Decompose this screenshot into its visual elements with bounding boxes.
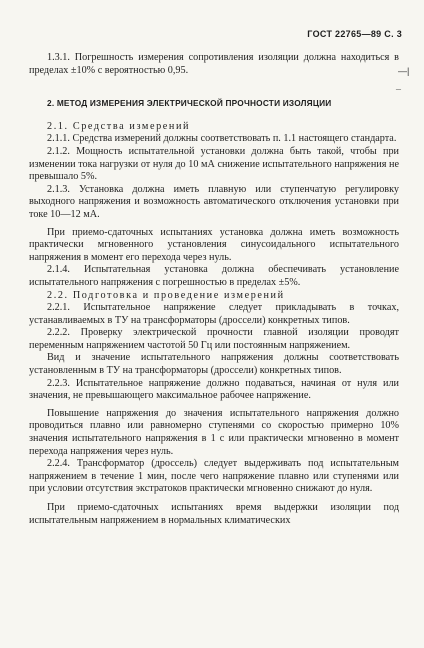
page-header: ГОСТ 22765—89 С. 3	[307, 29, 402, 39]
paragraph-2-2-3: 2.2.3. Испытательное напряжение должно подаваться, начиная от нуля или значения, не превышающего максимальное рабочее напряжение.	[29, 377, 399, 402]
scan-mark: —|	[398, 66, 410, 76]
document-body	[29, 52, 399, 527]
paragraph-2-2-2: 2.2.2. Проверку электрической прочности главной изоляции проводят переменным напряжением частотой 50 Гц или постоянным напряжением.	[29, 327, 399, 351]
scan-mark: ¯	[396, 88, 401, 98]
paragraph-2-1-3: 2.1.3. Установка должна иметь плавную или ступенчатую регулировку выходного напряжения и возможность автоматического отключения установки при токе 10—12 мА.	[29, 183, 399, 220]
paragraph-2-1-3-continued: При приемо-сдаточных испытаниях установка должна иметь возможность практически мгновенного установления синусоидального испытательного напряжения в момент его перехода через нуль.	[29, 226, 399, 263]
paragraph-2-2-3-continued: Повышение напряжения до значения испытательного напряжения должно проводиться плавно или равномерно ступенями со скоростью примерно 10% значения испытательного напряжения в 1 с или практически мгновенно в момент перехода напряжения через нуль.	[29, 407, 399, 457]
paragraph-2-2-1: 2.2.1. Испытательное напряжение следует прикладывать в точках, устанавливаемых в ТУ на трансформаторы (дроссели) конкретных типов.	[29, 302, 399, 326]
subsection-2-2: 2.2. Подготовка и проведение измерений	[47, 289, 285, 301]
subsection-2-1: 2.1. Средства измерений	[47, 120, 191, 132]
paragraph-2-2-4-continued: При приемо-сдаточных испытаниях время выдержки изоляции под испытательным напряжением в нормальных климатических	[29, 502, 399, 526]
section-title: 2. МЕТОД ИЗМЕРЕНИЯ ЭЛЕКТРИЧЕСКОЙ ПРОЧНОСТИ ИЗОЛЯЦИИ	[47, 98, 332, 109]
paragraph-2-1-1: 2.1.1. Средства измерений должны соответствовать п. 1.1 настоящего стандарта.	[47, 133, 397, 145]
paragraph-2-2-2-continued: Вид и значение испытательного напряжения должны соответствовать установленным в ТУ на трансформаторы (дроссели) конкретных типов.	[29, 352, 399, 377]
paragraph-2-1-2: 2.1.2. Мощность испытательной установки должна быть такой, чтобы при изменении тока нагрузки от нуля до 10 мА снижение испытательного напряжения не превышало 5%.	[29, 145, 399, 183]
paragraph-2-1-4: 2.1.4. Испытательная установка должна обеспечивать установление испытательного напряжения с погрешностью в пределах ±5%.	[29, 264, 399, 288]
paragraph-1-3-1: 1.3.1. Погрешность измерения сопротивления изоляции должна находиться в пределах ±10% с вероятностью 0,95.	[29, 52, 399, 76]
paragraph-2-2-4: 2.2.4. Трансформатор (дроссель) следует выдерживать под испытательным напряжением в течение 1 мин, после чего напряжение плавно или ступенями или при условии отсутствия экстратоков практически мгновенно снижают до нуля.	[29, 458, 399, 495]
